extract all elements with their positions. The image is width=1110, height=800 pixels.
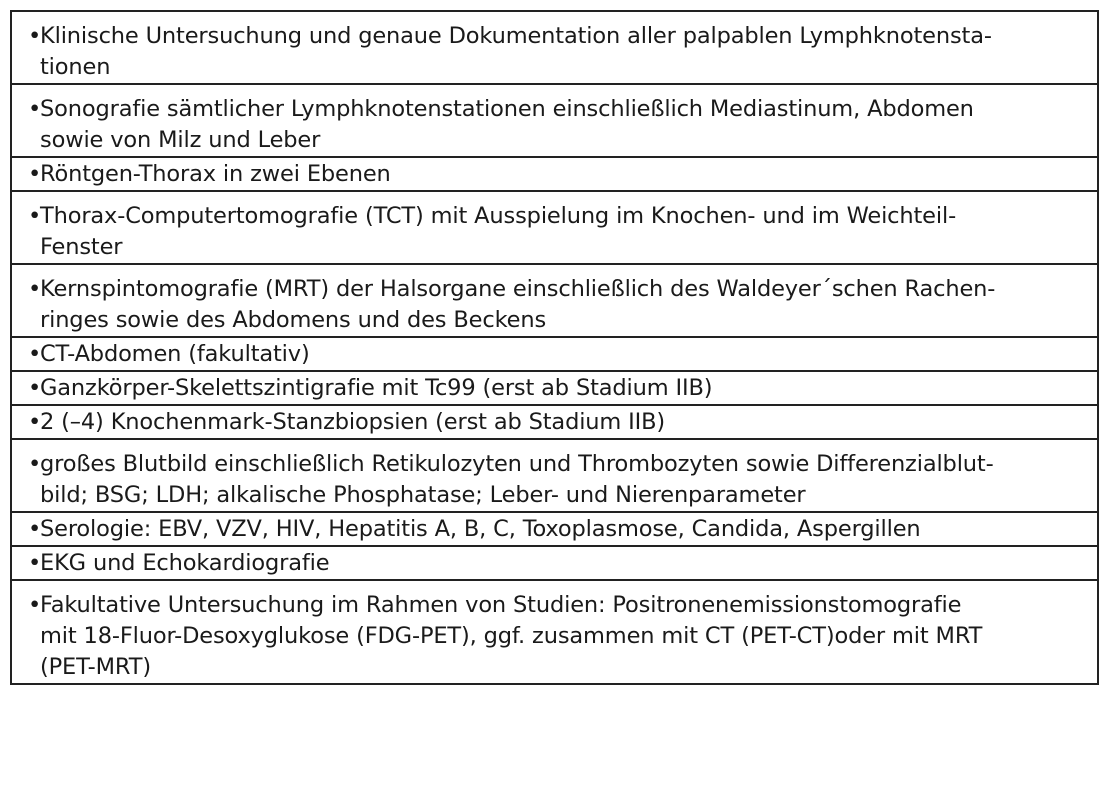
table-row [11,371,1098,405]
item-text [40,339,1087,370]
table-row [11,405,1098,439]
item-line: Klinische Untersuchung und genaue Dokumentation aller palpablen Lymphknotensta- [40,23,992,49]
list-item [28,201,1087,263]
item-text [40,159,1087,190]
table-row [11,191,1098,264]
table-cell [11,191,1098,264]
table-row [11,580,1098,684]
bullet-marker: • [28,375,42,401]
table-cell [11,580,1098,684]
list-item [28,94,1087,156]
bullet-marker: • [28,276,42,302]
item-line: sowie von Milz und Leber [40,127,321,153]
item-line: bild; BSG; LDH; alkalische Phosphatase; Leber- und Nierenparameter [40,482,806,508]
bullet-marker: • [28,203,42,229]
item-line: Fenster [40,234,123,260]
table-row [11,512,1098,546]
table-cell [11,512,1098,546]
diagnostics-table [10,10,1099,685]
table-cell [11,546,1098,580]
item-line: Thorax-Computertomografie (TCT) mit Ausspielung im Knochen- und im Weichteil- [40,203,957,229]
item-line: Röntgen-Thorax in zwei Ebenen [40,161,391,187]
list-item [28,21,1087,83]
bullet-marker: • [28,96,42,122]
item-text [40,407,1087,438]
bullet-marker: • [28,592,42,618]
bullet-marker: • [28,550,42,576]
bullet-marker: • [28,409,42,435]
item-line: Fakultative Untersuchung im Rahmen von Studien: Positronenemissionstomografie [40,592,962,618]
table-cell [11,405,1098,439]
table-cell [11,264,1098,337]
bullet-marker: • [28,516,42,542]
item-line: großes Blutbild einschließlich Retikulozyten und Thrombozyten sowie Differenzialblut- [40,451,994,477]
item-line: Kernspintomografie (MRT) der Halsorgane einschließlich des Waldeyer´schen Rachen- [40,276,996,302]
table-cell [11,11,1098,84]
bullet-marker: • [28,161,42,187]
list-item [28,407,1087,438]
table-cell [11,84,1098,157]
item-text [40,548,1087,579]
item-line: Serologie: EBV, VZV, HIV, Hepatitis A, B, C, Toxoplasmose, Candida, Aspergillen [40,516,921,542]
item-text [40,590,1087,683]
bullet-marker: • [28,341,42,367]
list-item [28,373,1087,404]
item-line: mit 18-Fluor-Desoxyglukose (FDG-PET), ggf. zusammen mit CT (PET-CT)oder mit MRT [40,623,983,649]
table-cell [11,439,1098,512]
table-cell [11,337,1098,371]
item-text [40,21,1087,83]
list-item [28,514,1087,545]
table-row [11,264,1098,337]
item-text [40,94,1087,156]
list-item [28,159,1087,190]
list-item [28,590,1087,683]
item-line: (PET-MRT) [40,654,151,680]
item-line: tionen [40,54,111,80]
item-line: ringes sowie des Abdomens und des Beckens [40,307,547,333]
list-item [28,274,1087,336]
list-item [28,548,1087,579]
table-row [11,546,1098,580]
item-text [40,201,1087,263]
table-cell [11,157,1098,191]
bullet-marker: • [28,451,42,477]
list-item [28,449,1087,511]
table-row [11,11,1098,84]
item-line: CT-Abdomen (fakultativ) [40,341,310,367]
list-item [28,339,1087,370]
bullet-marker: • [28,23,42,49]
item-text [40,373,1087,404]
item-line: 2 (–4) Knochenmark-Stanzbiopsien (erst ab Stadium IIB) [40,409,666,435]
item-text [40,514,1087,545]
item-line: Ganzkörper-Skelettszintigrafie mit Tc99 (erst ab Stadium IIB) [40,375,713,401]
table-row [11,439,1098,512]
item-text [40,274,1087,336]
table-row [11,157,1098,191]
table-cell [11,371,1098,405]
item-line: Sonografie sämtlicher Lymphknotenstationen einschließlich Mediastinum, Abdomen [40,96,974,122]
table-row [11,337,1098,371]
item-text [40,449,1087,511]
table-row [11,84,1098,157]
item-line: EKG und Echokardiografie [40,550,330,576]
